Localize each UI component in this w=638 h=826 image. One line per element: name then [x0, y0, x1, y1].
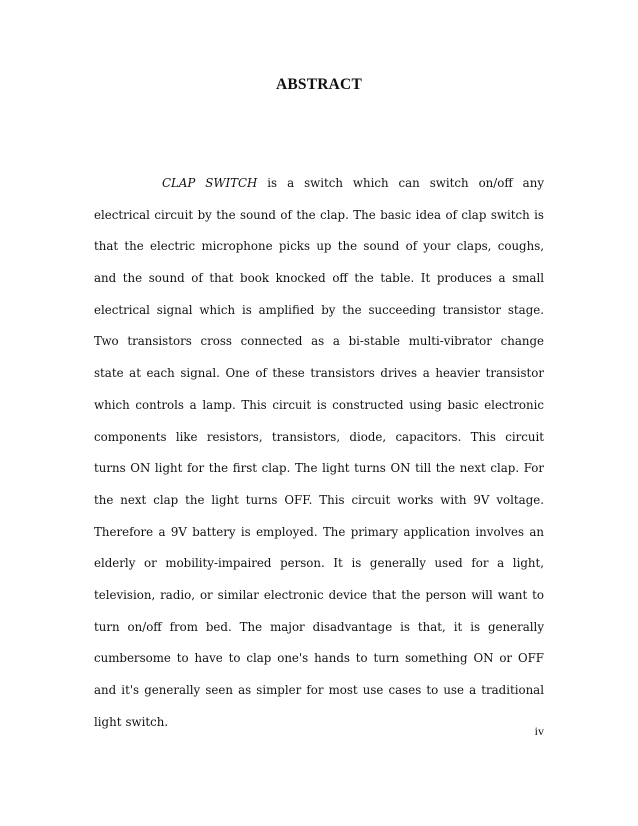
abstract-line-1-text: is a switch which can switch on/off any	[257, 176, 544, 190]
abstract-line-11: the next clap the light turns OFF. This circuit works with 9V voltage.	[94, 492, 544, 507]
abstract-line-9: components like resistors, transistors, diode, capacitors. This circuit	[94, 429, 544, 444]
abstract-line-5: electrical signal which is amplified by the succeeding transistor stage.	[94, 302, 544, 317]
abstract-line-6: Two transistors cross connected as a bi-stable multi-vibrator change	[94, 334, 544, 349]
page-title: ABSTRACT	[275, 76, 362, 93]
abstract-line-16: cumbersome to have to clap one's hands to turn something ON or OFF	[94, 651, 544, 666]
abstract-line-4: and the sound of that book knocked off the table. It produces a small	[94, 271, 544, 286]
abstract-line-2: electrical circuit by the sound of the clap. The basic idea of clap switch is	[94, 207, 544, 222]
abstract-line-13: elderly or mobility-impaired person. It is generally used for a light,	[94, 556, 544, 571]
abstract-line-3: that the electric microphone picks up the sound of your claps, coughs,	[94, 239, 544, 254]
abstract-line-15: turn on/off from bed. The major disadvantage is that, it is generally	[94, 619, 544, 634]
abstract-line-18: light switch.	[94, 714, 169, 729]
abstract-line-8: which controls a lamp. This circuit is constructed using basic electronic	[94, 397, 544, 412]
abstract-line-10: turns ON light for the first clap. The light turns ON till the next clap. For	[94, 461, 544, 476]
page-number: iv	[534, 724, 544, 738]
abstract-line-12: Therefore a 9V battery is employed. The primary application involves an	[94, 524, 544, 539]
abstract-line-1	[94, 168, 544, 200]
clap-switch-italic: CLAP SWITCH	[162, 176, 258, 190]
abstract-line-14: television, radio, or similar electronic device that the person will want to	[94, 587, 544, 602]
abstract-body	[94, 168, 544, 738]
abstract-line-17: and it's generally seen as simpler for most use cases to use a traditional	[94, 683, 544, 697]
abstract-line-7: state at each signal. One of these transistors drives a heavier transistor	[94, 366, 544, 381]
